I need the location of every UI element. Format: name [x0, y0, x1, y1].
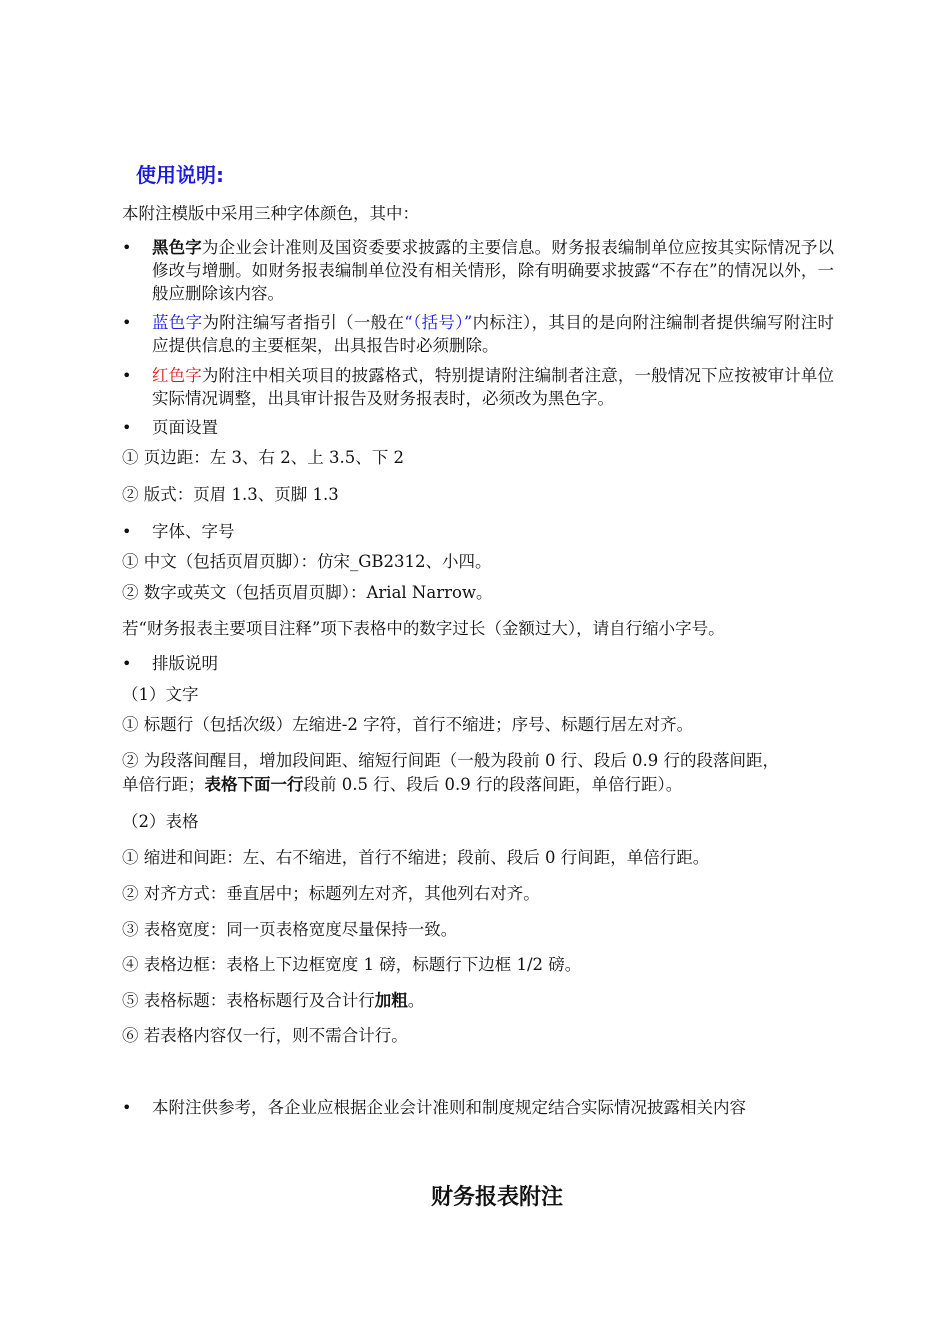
bullet-text: 排版说明	[152, 654, 218, 673]
table-item-5-bold: 加粗	[374, 991, 408, 1010]
text-item-2-line-2	[122, 773, 834, 797]
bullet-red-text	[122, 364, 834, 412]
bullet-icon: •	[122, 522, 132, 541]
red-desc: 为附注中相关项目的披露格式，特别提请附注编制者注意，一般情况下应按被审计单位实际情况调整，出具审计报告及财务报表时，必须改为黑色字。	[152, 366, 835, 408]
table-item-5-pre: ⑤ 表格标题：表格标题行及合计行	[122, 991, 375, 1010]
black-desc: 为企业会计准则及国资委要求披露的主要信息。财务报表编制单位应按其实际情况予以修改与增删。如财务报表编制单位没有相关情形，除有明确要求披露“不存在”的情况以外，一般应删除该内容。	[152, 238, 835, 303]
shrink-note-line: 若“财务报表主要项目注释”项下表格中的数字过长（金额过大），请自行缩小字号。	[122, 619, 725, 638]
bullet-icon: •	[122, 313, 132, 332]
table-item-6: ⑥ 若表格内容仅一行，则不需合计行。	[122, 1026, 408, 1045]
bullet-icon: •	[122, 238, 132, 257]
page-margin-line: ① 页边距：左 3、右 2、上 3.5、下 2	[122, 448, 404, 467]
text-item-2-line-1: ② 为段落间醒目，增加段间距、缩短行间距（一般为段前 0 行、段后 0.9 行的段落间距，	[122, 751, 779, 770]
table-item-3: ③ 表格宽度：同一页表格宽度尽量保持一致。	[122, 920, 458, 939]
bullet-text	[152, 364, 834, 410]
table-item-5-post: 。	[407, 991, 425, 1010]
blue-label: 蓝色字	[152, 313, 203, 332]
bullet-page-setup	[122, 416, 834, 440]
bullet-icon: •	[122, 366, 132, 385]
bullet-icon: •	[122, 654, 132, 673]
red-label: 红色字	[152, 366, 202, 385]
document-title: 财务报表附注	[430, 1184, 563, 1210]
blue-desc-a: 为附注编写者指引（一般在	[202, 313, 405, 332]
section-text-heading: （1）文字	[122, 685, 199, 704]
text-item-2-pre: 单倍行距；	[122, 775, 205, 794]
bullet-text: 本附注供参考，各企业应根据企业会计准则和制度规定结合实际情况披露相关内容	[152, 1098, 746, 1117]
layout-line: ② 版式：页眉 1.3、页脚 1.3	[122, 485, 339, 504]
bullet-blue-text	[122, 311, 834, 359]
black-label: 黑色字	[152, 238, 202, 257]
table-item-4: ④ 表格边框：表格上下边框宽度 1 磅，标题行下边框 1/2 磅。	[122, 955, 582, 974]
section-table-heading: （2）表格	[122, 812, 199, 831]
bullet-text	[152, 236, 834, 305]
table-item-5	[122, 989, 834, 1013]
bullet-fonts	[122, 520, 834, 544]
font-cn-line: ① 中文（包括页眉页脚）：仿宋_GB2312、小四。	[122, 552, 492, 571]
usage-heading: 使用说明:	[136, 163, 224, 187]
bullet-reference-note	[122, 1096, 834, 1144]
intro-line: 本附注模版中采用三种字体颜色，其中：	[122, 204, 419, 223]
font-en-line: ② 数字或英文（包括页眉页脚）：Arial Narrow。	[122, 583, 493, 602]
bullet-text: 字体、字号	[152, 522, 235, 541]
text-item-1: ① 标题行（包括次级）左缩进-2 字符，首行不缩进；序号、标题行居左对齐。	[122, 715, 694, 734]
blue-desc-b: 内标注），其目的是向附注编制者提供编写附注时应提供信息的主要框架，出具报告时必须删除。	[152, 313, 835, 355]
blue-quoted: “（括号）”	[404, 313, 473, 332]
table-item-1: ① 缩进和间距：左、右不缩进，首行不缩进；段前、段后 0 行间距，单倍行距。	[122, 848, 710, 867]
bullet-typesetting	[122, 652, 834, 676]
bullet-text	[152, 311, 834, 357]
table-item-2: ② 对齐方式：垂直居中；标题列左对齐，其他列右对齐。	[122, 884, 540, 903]
text-item-2-post: 段前 0.5 行、段后 0.9 行的段落间距，单倍行距）。	[303, 775, 683, 794]
bullet-icon: •	[122, 1098, 132, 1117]
bullet-text: 页面设置	[152, 418, 218, 437]
bullet-icon: •	[122, 418, 132, 437]
bullet-black-text	[122, 236, 834, 308]
text-item-2-bold: 表格下面一行	[204, 775, 304, 794]
